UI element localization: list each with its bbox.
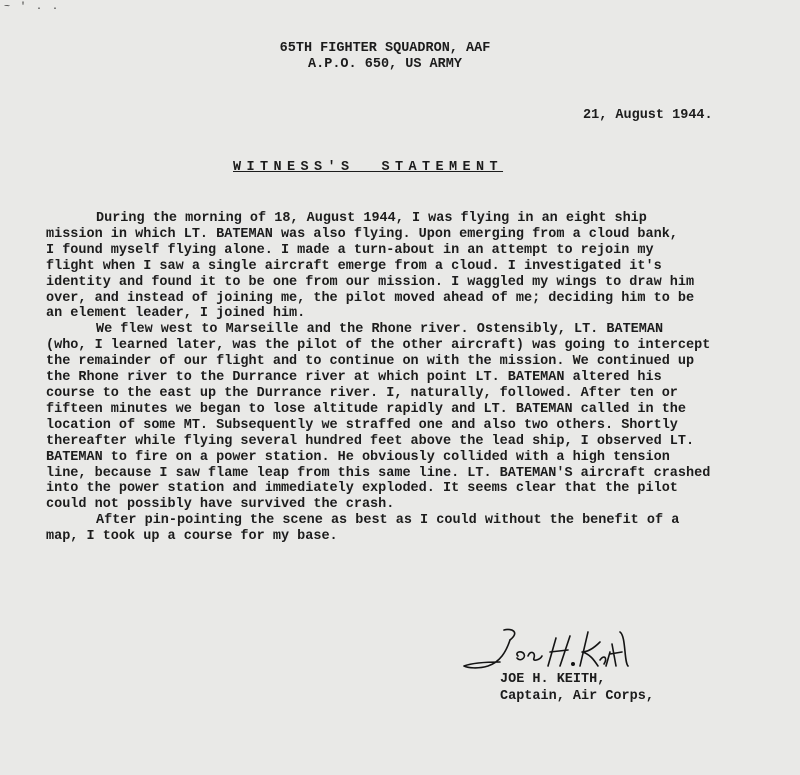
handwritten-signature bbox=[460, 622, 630, 672]
text-line: (who, I learned later, was the pilot of the other aircraft) was going to intercept bbox=[46, 338, 711, 354]
text-line: location of some MT. Subsequently we straffed one and also two others. Shortly bbox=[46, 417, 678, 433]
text-line: BATEMAN to fire on a power station. He obviously collided with a high tension bbox=[46, 449, 670, 465]
text-line: into the power station and immediately exploded. It seems clear that the pilot bbox=[46, 481, 678, 497]
signer-rank: Captain, Air Corps, bbox=[500, 689, 654, 704]
text-line: could not possibly have survived the crash. bbox=[46, 497, 395, 513]
text-line: over, and instead of joining me, the pilot moved ahead of me; deciding him to be bbox=[46, 290, 695, 306]
paragraph-1 bbox=[46, 211, 786, 322]
apo-heading: A.P.O. 650, US ARMY bbox=[308, 57, 462, 72]
text-line: course to the east up the Durrance river. I, naturally, followed. After ten or bbox=[46, 385, 678, 401]
statement-date: 21, August 1944. bbox=[583, 108, 713, 123]
statement-body bbox=[46, 211, 786, 545]
paragraph-3 bbox=[46, 513, 786, 545]
unit-heading: 65TH FIGHTER SQUADRON, AAF bbox=[279, 41, 491, 56]
text-line: I found myself flying alone. I made a turn-about in an attempt to rejoin my bbox=[46, 242, 654, 258]
text-line: mission in which LT. BATEMAN was also flying. Upon emerging from a cloud bank, bbox=[46, 226, 678, 242]
text-line: fifteen minutes we began to lose altitude rapidly and LT. BATEMAN called in the bbox=[46, 401, 687, 417]
text-line: After pin-pointing the scene as best as I could without the benefit of a bbox=[96, 513, 680, 529]
text-line: During the morning of 18, August 1944, I was flying in an eight ship bbox=[96, 211, 647, 226]
signer-name: JOE H. KEITH, bbox=[500, 672, 606, 687]
text-line: the Rhone river to the Durrance river at which point LT. BATEMAN altered his bbox=[46, 370, 662, 386]
text-line: line, because I saw flame leap from this same line. LT. BATEMAN'S aircraft crashed bbox=[46, 465, 711, 481]
text-line: the remainder of our flight and to continue on with the mission. We continued up bbox=[46, 354, 695, 370]
paragraph-2 bbox=[46, 322, 786, 513]
corner-marks: ~ ' . . bbox=[4, 2, 61, 13]
text-line: flight when I saw a single aircraft emerge from a cloud. I investigated it's bbox=[46, 258, 662, 274]
text-line: We flew west to Marseille and the Rhone river. Ostensibly, LT. BATEMAN bbox=[96, 322, 664, 338]
text-line: identity and found it to be one from our mission. I waggled my wings to draw him bbox=[46, 274, 695, 290]
statement-title: WITNESS'S STATEMENT bbox=[233, 160, 504, 175]
text-line: thereafter while flying several hundred feet above the lead ship, I observed LT. bbox=[46, 433, 695, 449]
text-line: map, I took up a course for my base. bbox=[46, 529, 338, 545]
text-line: an element leader, I joined him. bbox=[46, 306, 306, 322]
